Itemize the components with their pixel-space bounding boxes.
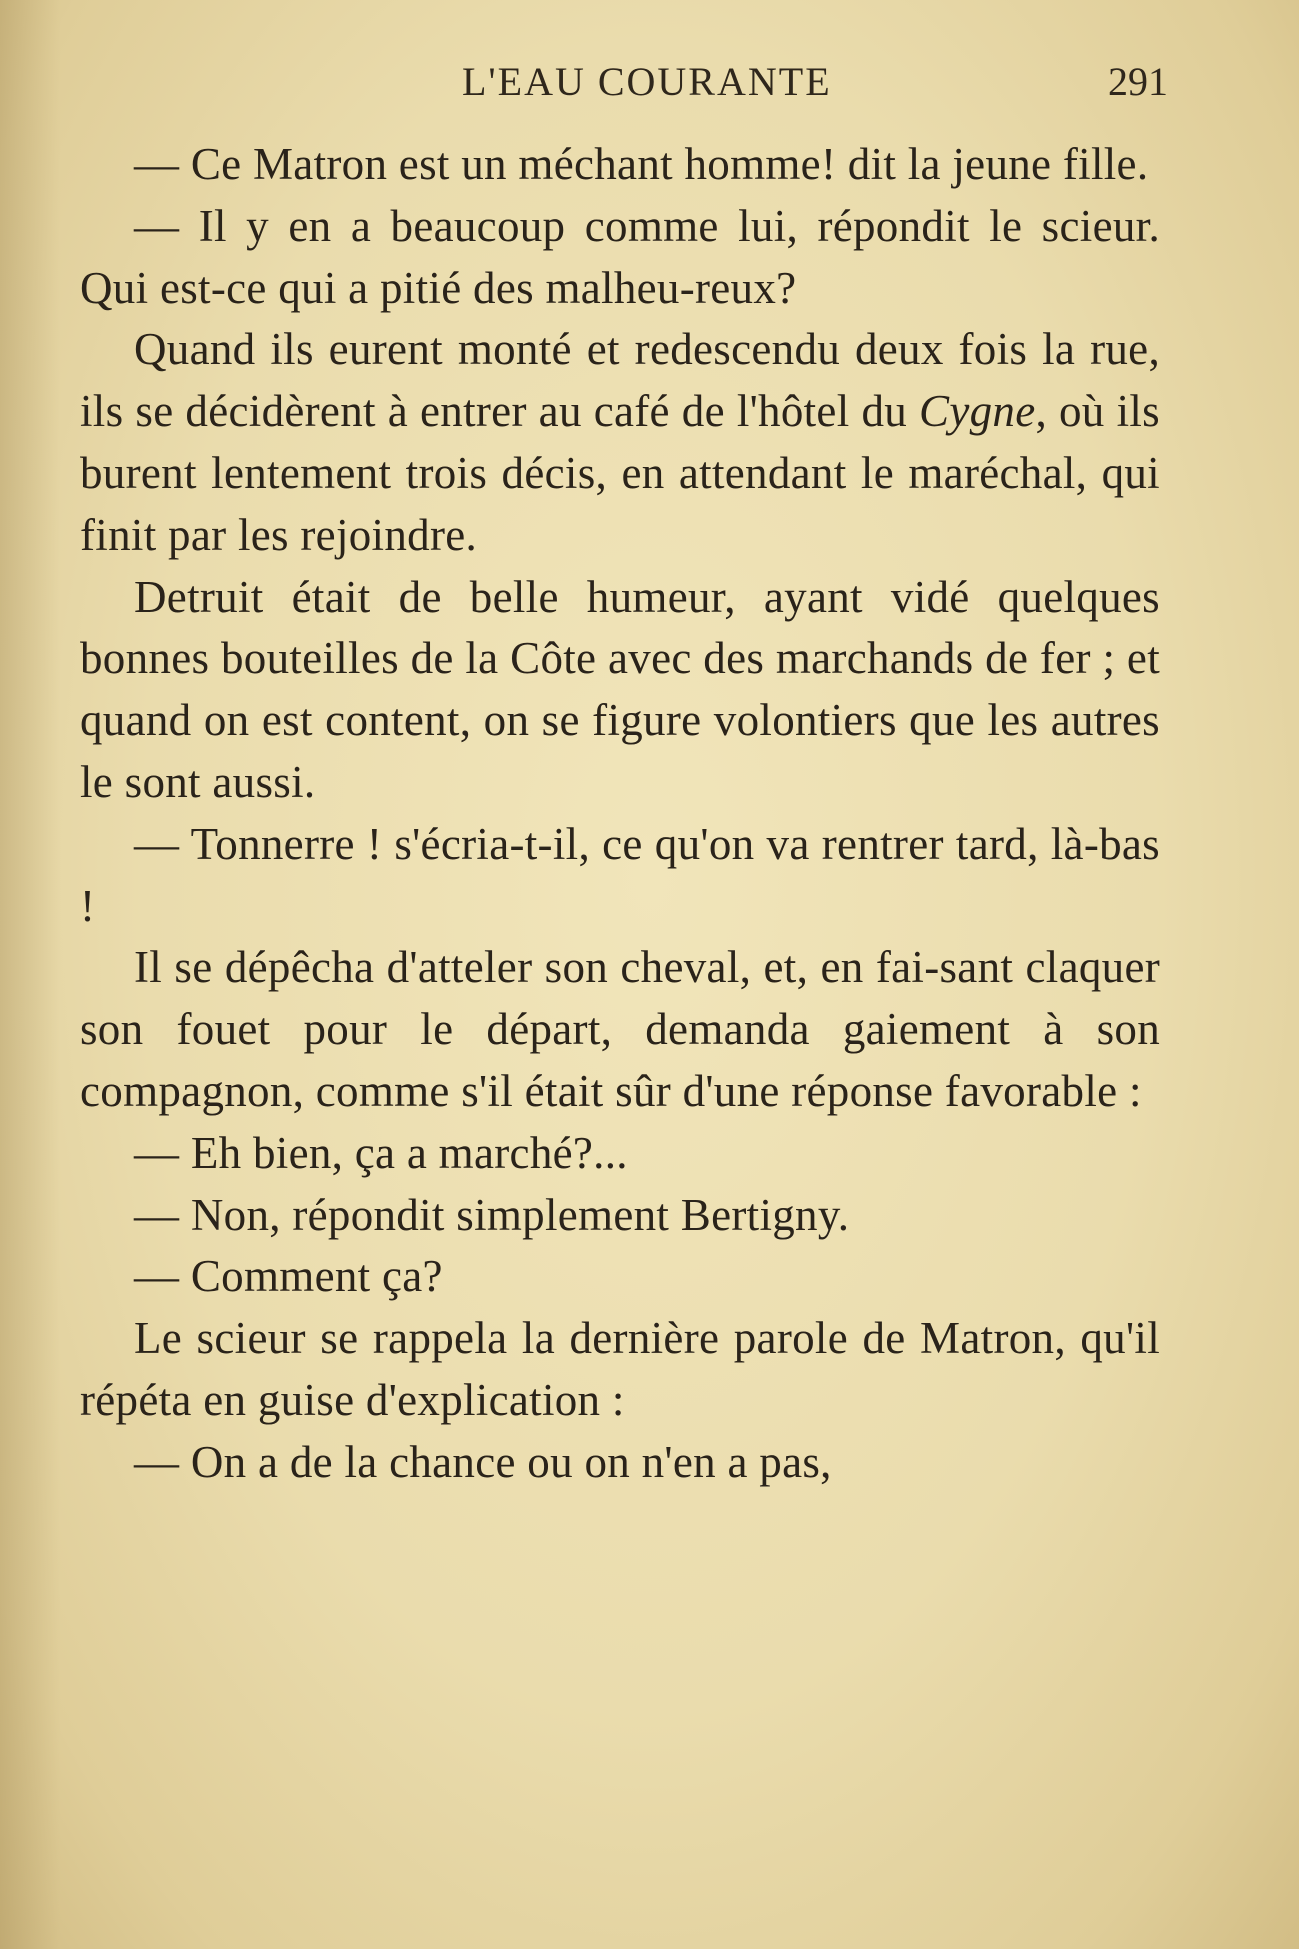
paragraph: Il se dépêcha d'atteler son cheval, et, en fai-sant claquer son fouet pour le départ, demanda gaiement à son compagnon, comme s'il était sûr d'une réponse favorable : [80, 942, 1160, 1116]
page-header [0, 58, 1299, 110]
italic-hotel-name: Cygne [919, 386, 1036, 437]
paragraph: Le scieur se rappela la dernière parole de Matron, qu'il répéta en guise d'explication : [80, 1313, 1160, 1425]
paragraph: — Comment ça? [134, 1251, 443, 1302]
paragraph: — Il y en a beaucoup comme lui, répondit le scieur. Qui est-ce qui a pitié des malheu-reux? [80, 200, 1160, 313]
paragraph: — On a de la chance ou on n'en a pas, [134, 1436, 832, 1487]
paragraph-text: Quand ils eurent monté et redescendu deux fois la rue, ils se décidèrent à entrer au café de l'hôtel du [80, 324, 1160, 437]
paragraph [80, 319, 1160, 566]
paragraph: — Non, répondit simplement Bertigny. [134, 1189, 850, 1240]
paragraph-text: , où ils burent lentement trois décis, en attendant le maréchal, qui finit par les rejoindre. [80, 386, 1160, 560]
paragraph: Detruit était de belle humeur, ayant vidé quelques bonnes bouteilles de la Côte avec des marchands de fer ; et quand on est content, on se figure volontiers que les autres le sont aussi. [80, 571, 1160, 807]
paragraph: — Tonnerre ! s'écria-t-il, ce qu'on va rentrer tard, là-bas ! [80, 818, 1160, 931]
page-number: 291 [1108, 59, 1168, 104]
body-text [80, 134, 1160, 1494]
paragraph: — Ce Matron est un méchant homme! dit la jeune fille. [134, 139, 1149, 189]
running-title: L'EAU COURANTE [462, 59, 832, 104]
page-gutter-shadow [0, 0, 60, 1949]
paragraph: — Eh bien, ça a marché?... [134, 1127, 628, 1178]
